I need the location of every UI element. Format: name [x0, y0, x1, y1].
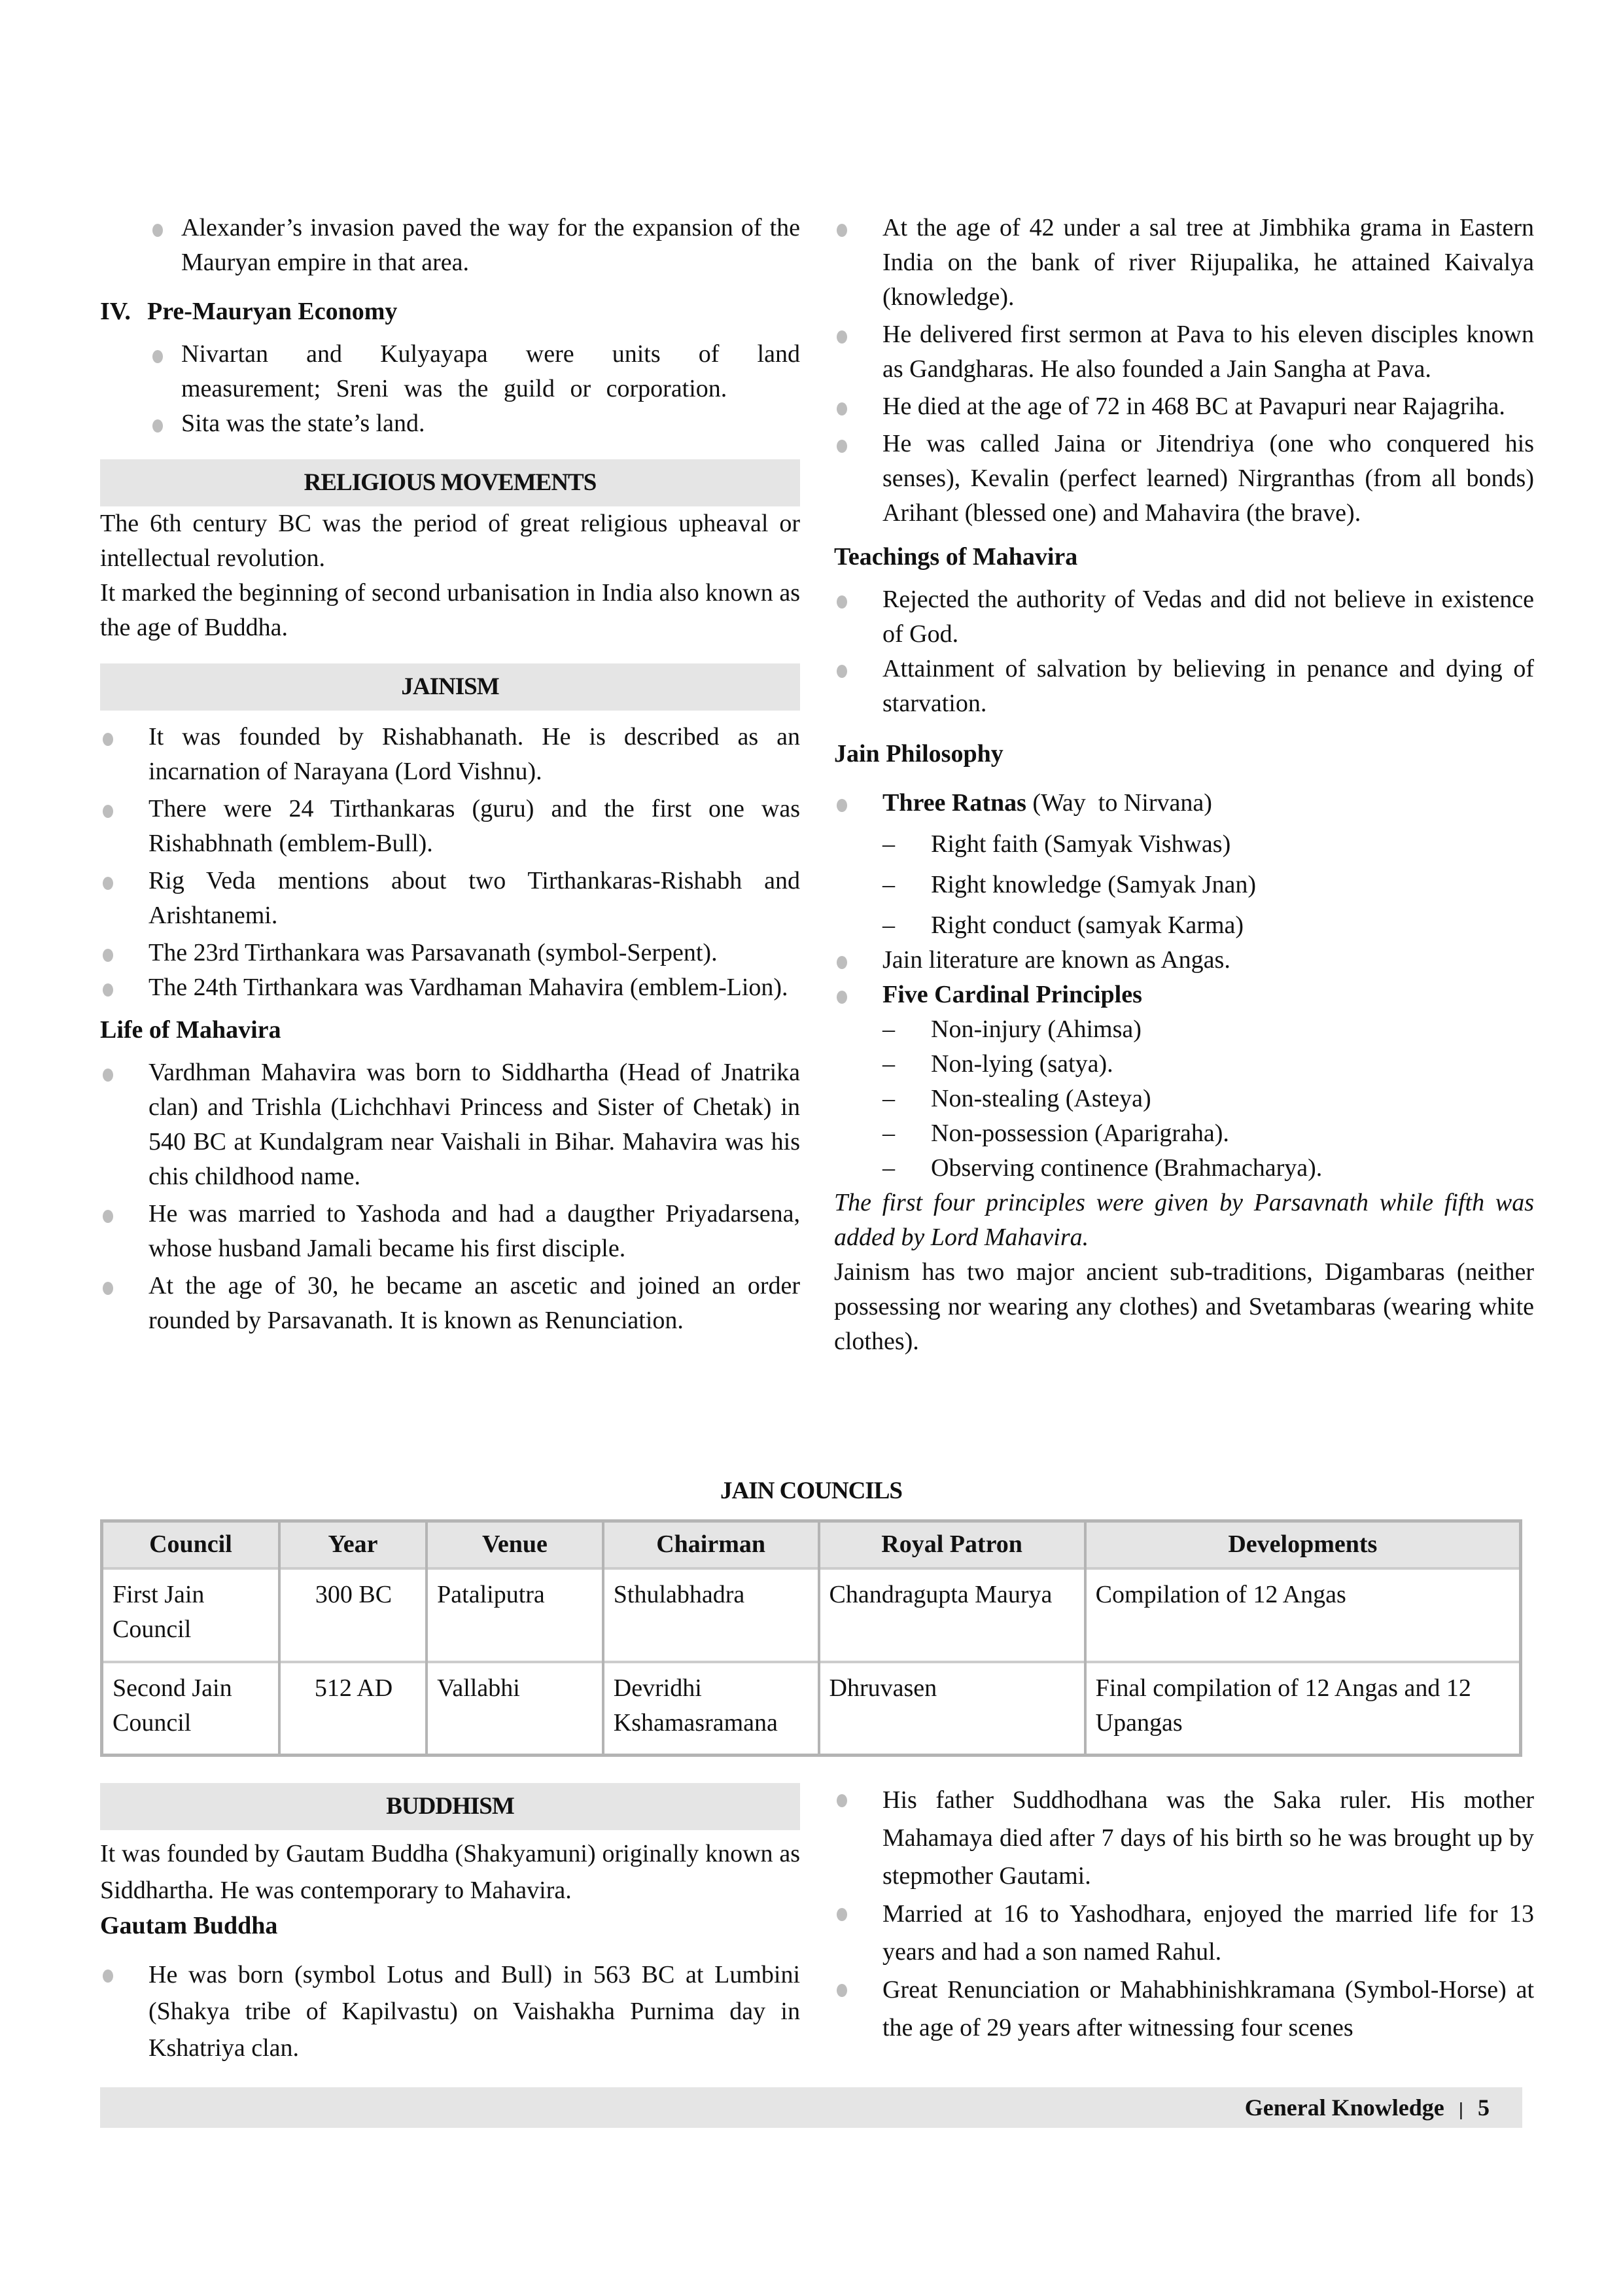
column-header: Year [279, 1521, 427, 1568]
table-cell: First Jain Council [102, 1568, 279, 1662]
page-number: 5 [1478, 2094, 1490, 2121]
column-header: Chairman [603, 1521, 819, 1568]
bullet-icon [152, 224, 163, 237]
list-item: Rig Veda mentions about two Tirthankaras-Rishabh and Arishtanemi. [100, 864, 800, 933]
dash-icon: – [882, 1050, 895, 1078]
bullet-icon [837, 595, 847, 609]
table-cell: Devridhi Kshamasramana [603, 1662, 819, 1756]
list-item: He was called Jaina or Jitendriya (one who conquered his senses), Kevalin (perfect learned) Nirgranthas (from all bonds) Arihant (blessed one) and Mahavira (the brave). [834, 427, 1534, 531]
life-of-mahavira-list [100, 1055, 800, 1338]
section-heading-life-of-mahavira: Life of Mahavira [100, 1016, 281, 1044]
paragraph-sub-traditions: Jainism has two major ancient sub-traditions, Digambaras (neither possessing nor wearing any clothes) and Svetambaras (wearing white clothes). [834, 1258, 1534, 1355]
jainism-list [100, 720, 800, 1005]
dash-icon: – [882, 1016, 895, 1043]
three-ratnas-label: Three Ratnas [882, 789, 1026, 817]
bullet-icon [837, 1984, 847, 1997]
five-principles-sublist [834, 1012, 1534, 1186]
list-item: Great Renunciation or Mahabhinishkramana (Symbol-Horse) at the age of 29 years after witnessing four scenes [834, 1971, 1534, 2047]
list-item: Jain literature are known as Angas. [834, 943, 1534, 978]
list-item: The 23rd Tirthankara was Parsavanath (symbol-Serpent). [100, 936, 800, 970]
table-row [102, 1662, 1521, 1756]
philosophy-list-2 [834, 943, 1534, 1012]
buddha-continued-list [834, 1781, 1534, 2047]
dash-icon: – [882, 1120, 895, 1147]
list-item-three-ratnas: Three Ratnas (Way to Nirvana) [834, 786, 1534, 821]
table-cell: Sthulabhadra [603, 1568, 819, 1662]
list-item: The 24th Tirthankara was Vardhaman Mahavira (emblem-Lion). [100, 970, 800, 1005]
sub-list-item: – Non-injury (Ahimsa) [834, 1012, 1534, 1047]
dash-icon: – [882, 1154, 895, 1182]
list-item: Alexander’s invasion paved the way for the expansion of the Mauryan empire in that area. [100, 211, 800, 280]
list-item: Married at 16 to Yashodhara, enjoyed the married life for 13 years and had a son named Rahul. [834, 1895, 1534, 1971]
table-cell: Pataliputra [427, 1568, 603, 1662]
bullet-icon [103, 805, 113, 818]
bullet-icon [837, 665, 847, 678]
intro-bullet-list [100, 211, 800, 280]
list-item: He was born (symbol Lotus and Bull) in 563 BC at Lumbini (Shakya tribe of Kapilvastu) on Vaishakha Purnima day in Kshatriya clan. [100, 1956, 800, 2066]
bullet-icon [103, 733, 113, 746]
section-heading-text: Pre-Mauryan Economy [147, 298, 398, 325]
list-item: He died at the age of 72 in 468 BC at Pavapuri near Rajagriha. [834, 389, 1534, 424]
list-item: Sita was the state’s land. [100, 406, 800, 441]
table-cell: Compilation of 12 Angas [1085, 1568, 1521, 1662]
bullet-icon [103, 1969, 113, 1983]
dash-icon: – [882, 871, 895, 898]
bullet-icon [103, 877, 113, 890]
list-item: Rejected the authority of Vedas and did not believe in existence of God. [834, 582, 1534, 652]
buddhism-right-column [834, 1781, 1534, 2047]
page-footer [100, 2087, 1522, 2128]
table-cell: 300 BC [279, 1568, 427, 1662]
sub-list-item: – Observing continence (Brahmacharya). [834, 1151, 1534, 1186]
column-header: Developments [1085, 1521, 1521, 1568]
italic-note: The first four principles were given by Parsavnath while fifth was added by Lord Mahavira. [834, 1189, 1534, 1251]
bullet-icon [103, 1069, 113, 1082]
paragraph: It was founded by Gautam Buddha (Shakyamuni) originally known as Siddhartha. He was contemporary to Mahavira. [100, 1840, 800, 1904]
dash-icon: – [882, 1085, 895, 1112]
column-header: Royal Patron [819, 1521, 1085, 1568]
table-cell: 512 AD [279, 1662, 427, 1756]
sub-list-item: – Non-possession (Aparigraha). [834, 1116, 1534, 1151]
dash-icon: – [882, 830, 895, 858]
list-item: Nivartan and Kulyayapa were units of land measurement; Sreni was the guild or corporation. [100, 337, 800, 406]
table-cell: Chandragupta Maurya [819, 1568, 1085, 1662]
section-numeral: IV. [100, 298, 131, 325]
table-header-row [102, 1521, 1521, 1568]
book-title: General Knowledge [1244, 2094, 1444, 2121]
bullet-icon [103, 1210, 113, 1223]
teachings-list [834, 582, 1534, 721]
column-header: Council [102, 1521, 279, 1568]
list-item: At the age of 42 under a sal tree at Jimbhika grama in Eastern India on the bank of river Rijupalika, he attained Kaivalya (knowledge). [834, 211, 1534, 315]
bullet-icon [837, 440, 847, 453]
buddhism-left-column [100, 1783, 800, 2066]
bullet-icon [837, 1794, 847, 1807]
sub-list-item: – Non-stealing (Asteya) [834, 1082, 1534, 1116]
section-heading-teachings: Teachings of Mahavira [834, 543, 1078, 571]
table-cell: Final compilation of 12 Angas and 12 Upangas [1085, 1662, 1521, 1756]
dash-icon: – [882, 911, 895, 939]
bullet-icon [837, 402, 847, 415]
table-cell: Vallabhi [427, 1662, 603, 1756]
jain-councils-table [100, 1519, 1522, 1757]
sub-list-item: – Right conduct (samyak Karma) [834, 908, 1534, 943]
pre-mauryan-list [100, 337, 800, 441]
sub-list-item: – Right knowledge (Samyak Jnan) [834, 868, 1534, 902]
section-heading-jain-philosophy: Jain Philosophy [834, 740, 1003, 768]
section-band-buddhism: BUDDHISM [100, 1783, 800, 1830]
bullet-icon [837, 224, 847, 237]
bullet-icon [837, 991, 847, 1004]
section-band-jainism: JAINISM [100, 663, 800, 711]
five-principles-label: Five Cardinal Principles [882, 981, 1142, 1008]
bullet-icon [103, 983, 113, 997]
list-item: Vardhman Mahavira was born to Siddhartha (Head of Jnatrika clan) and Trishla (Lichchhavi Princess and Sister of Chetak) in 540 BC at Kundalgram near Vaishali in Bihar. Mahavira was his chis childhood name. [100, 1055, 800, 1194]
bullet-icon [103, 949, 113, 962]
life-of-mahavira-continued-list [834, 211, 1534, 531]
bullet-icon [837, 1908, 847, 1921]
section-heading-gautam-buddha: Gautam Buddha [100, 1912, 278, 1939]
paragraph: The 6th century BC was the period of great religious upheaval or intellectual revolution. [100, 510, 800, 572]
section-heading-pre-mauryan [100, 294, 800, 329]
bullet-icon [152, 350, 163, 363]
three-ratnas-sublist [834, 827, 1534, 943]
philosophy-list [834, 786, 1534, 821]
table-row [102, 1568, 1521, 1662]
table-cell: Dhruvasen [819, 1662, 1085, 1756]
list-item-five-principles [834, 978, 1534, 1012]
footer-separator: | [1458, 2099, 1463, 2119]
gautam-buddha-list [100, 1956, 800, 2066]
list-item: Attainment of salvation by believing in penance and dying of starvation. [834, 652, 1534, 721]
left-column [100, 211, 800, 1338]
list-item: His father Suddhodhana was the Saka ruler. His mother Mahamaya died after 7 days of his birth so he was brought up by stepmother Gautami. [834, 1781, 1534, 1895]
list-item: He delivered first sermon at Pava to his eleven disciples known as Gandgharas. He also founded a Jain Sangha at Pava. [834, 317, 1534, 387]
table-cell: Second Jain Council [102, 1662, 279, 1756]
right-column [834, 211, 1534, 1359]
sub-list-item: – Right faith (Samyak Vishwas) [834, 827, 1534, 862]
bullet-icon [837, 330, 847, 344]
list-item: He was married to Yashoda and had a daugther Priyadarsena, whose husband Jamali became his first disciple. [100, 1197, 800, 1266]
sub-list-item: – Non-lying (satya). [834, 1047, 1534, 1082]
paragraph: It marked the beginning of second urbanisation in India also known as the age of Buddha. [100, 579, 800, 641]
list-item: There were 24 Tirthankaras (guru) and the first one was Rishabhnath (emblem-Bull). [100, 792, 800, 861]
section-band-religious-movements: RELIGIOUS MOVEMENTS [100, 459, 800, 506]
column-header: Venue [427, 1521, 603, 1568]
bullet-icon [837, 799, 847, 812]
bullet-icon [837, 956, 847, 969]
list-item: It was founded by Rishabhanath. He is described as an incarnation of Narayana (Lord Vishnu). [100, 720, 800, 789]
list-item: At the age of 30, he became an ascetic and joined an order rounded by Parsavanath. It is known as Renunciation. [100, 1269, 800, 1338]
table-title: JAIN COUNCILS [720, 1477, 902, 1504]
bullet-icon [103, 1282, 113, 1295]
bullet-icon [152, 419, 163, 433]
